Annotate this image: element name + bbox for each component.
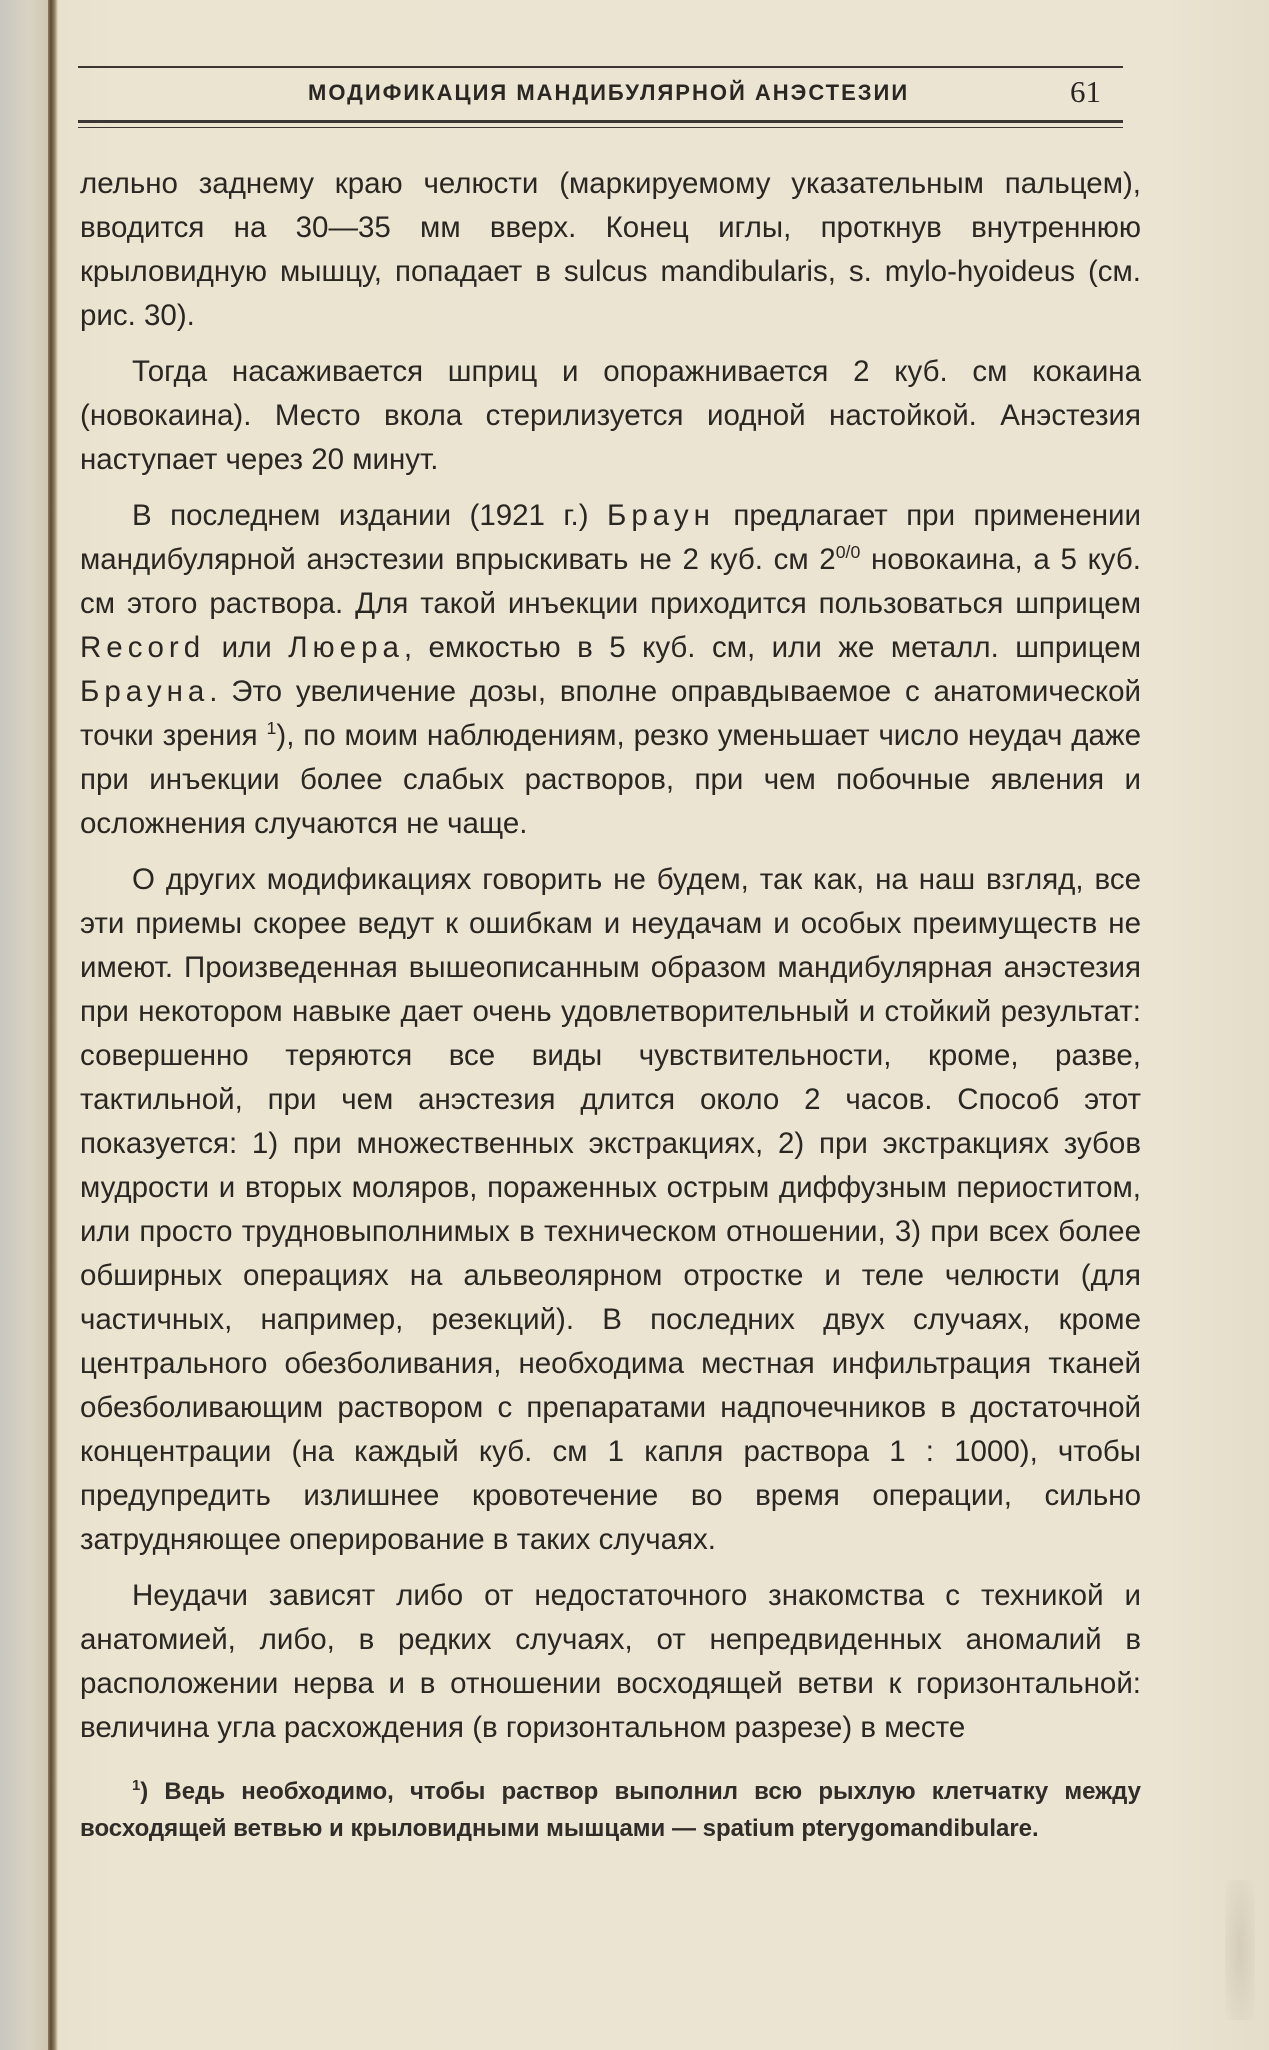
- header-rule-bottom-thin: [78, 127, 1123, 128]
- text-run: . Это увеличение дозы, вполне оправдываемое с анатомической точки зрения: [80, 675, 1141, 752]
- page-edge: [0, 0, 48, 2050]
- text-run: , емкостью в 5 куб. см, или же металл. шприцем: [403, 631, 1141, 664]
- header-rule-bottom-thick: [78, 120, 1123, 123]
- text-run: новокаина, а 5 куб. см этого раствора. Для такой инъекции приходится пользоваться шприцем: [80, 543, 1141, 620]
- paragraph-2: Тогда насаживается шприц и опоражнивается 2 куб. см кокаина (новокаина). Место вкола стерилизуется иодной настойкой. Анэстезия наступает через 20 минут.: [80, 355, 1141, 476]
- paragraph-5: Неудачи зависят либо от недостаточного знакомства с техникой и анатомией, либо, в редких случаях, от непредвиденных аномалий в расположении нерва и в отношении восходящей ветви к горизонтальной: величина угла расхождения (в горизонтальном разрезе) в месте: [80, 1579, 1141, 1744]
- paper-stain: [1225, 1880, 1255, 2020]
- text-run: В последнем издании (1921 г.): [132, 499, 608, 532]
- syringe-name-braun: Брауна: [80, 675, 210, 708]
- percent-sign: 0/0: [835, 542, 861, 563]
- text-run: или: [205, 631, 289, 664]
- text-run: предлагает при применении мандибулярной анэстезии впрыскивать не 2 куб. см 2: [80, 499, 1141, 576]
- main-text: [80, 162, 1141, 1762]
- paragraph-3: [80, 494, 1141, 846]
- running-header: [78, 66, 1123, 130]
- syringe-name-luer: Люера: [288, 631, 404, 664]
- footnote-text: ) Ведь необходимо, чтобы раствор выполнил всю рыхлую клетчатку между восходящей ветвью и крыловидными мышцами — spatium pterygomandibulare.: [80, 1778, 1141, 1842]
- book-spine: [48, 0, 58, 2050]
- footnote-reference[interactable]: 1: [266, 718, 277, 739]
- text-run: ), по моим наблюдениям, резко уменьшает число неудач даже при инъекции более слабых растворов, при чем побочные явления и осложнения случаются не чаще.: [80, 719, 1141, 840]
- running-title: МОДИФИКАЦИЯ МАНДИБУЛЯРНОЙ АНЭСТЕЗИИ: [308, 80, 910, 105]
- paragraph-1: лельно заднему краю челюсти (маркируемому указательным пальцем), вводится на 30—35 мм вверх. Конец иглы, проткнув внутреннюю крыловидную мышцу, попадает в sulcus mandibularis, s. mylo-hyoideus (см. рис. 30).: [80, 167, 1141, 332]
- header-rule-top: [78, 66, 1123, 68]
- footnote: [80, 1773, 1141, 1847]
- paragraph-4: О других модификациях говорить не будем, так как, на наш взгляд, все эти приемы скорее ведут к ошибкам и неудачам и особых преимуществ не имеют. Произведенная вышеописанным образом мандибулярная анэстезия при некотором навыке дает очень удовлетворительный и стойкий результат: совершенно теряются все виды чувствительности, кроме, разве, тактильной, при чем анэстезия длится около 2 часов. Способ этот показуется: 1) при множественных экстракциях, 2) при экстракциях зубов мудрости и вторых моляров, пораженных острым диффузным периоститом, или просто трудновыполнимых в техническом отношении, 3) при всех более обширных операциях на альвеолярном отростке и теле челюсти (для частичных, например, резекций). В последних двух случаях, кроме центрального обезболивания, необходима местная инфильтрация тканей обезболивающим раствором с препаратами надпочечников в достаточной концентрации (на каждый куб. см 1 капля раствора 1 : 1000), чтобы предупредить излишнее кровотечение во время операции, сильно затрудняющее оперирование в таких случаях.: [80, 863, 1141, 1556]
- syringe-name-record: Record: [80, 631, 206, 664]
- footnote-marker: 1: [132, 1778, 141, 1794]
- page-number: 61: [1070, 74, 1101, 109]
- author-name-braun: Браун: [607, 499, 715, 532]
